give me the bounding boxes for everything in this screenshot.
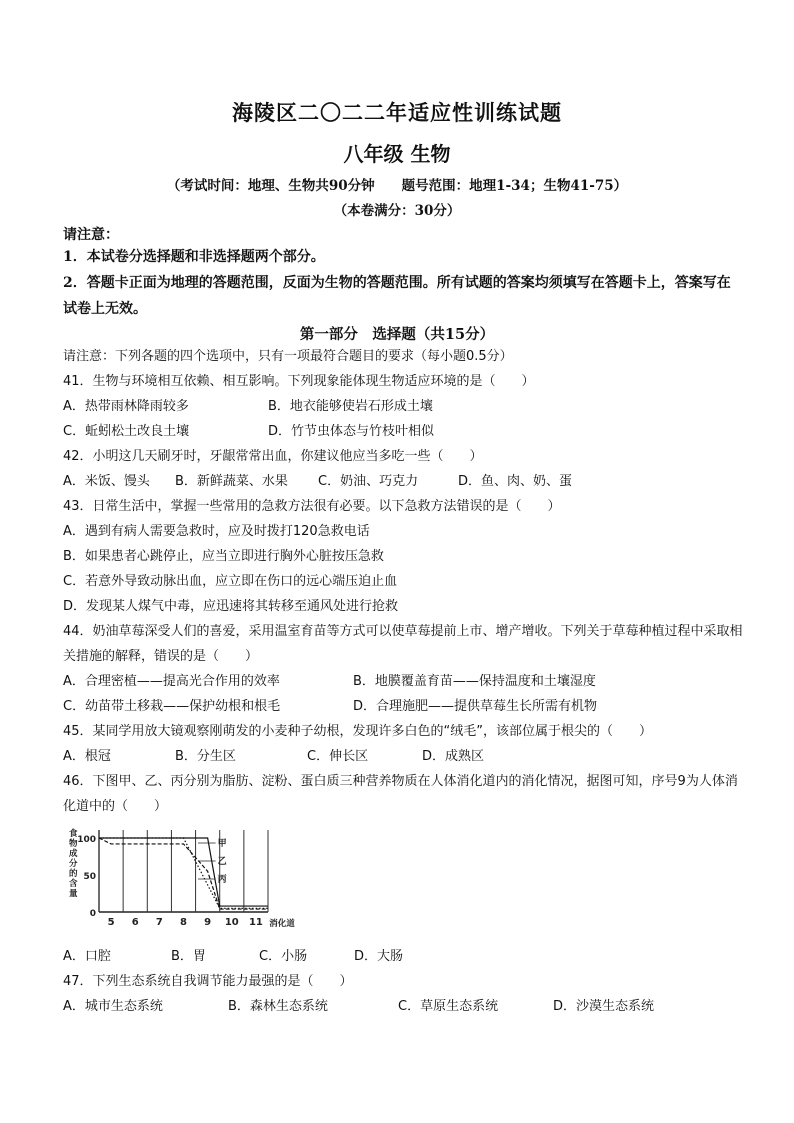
- series-name-label: 甲: [217, 839, 227, 849]
- section-title: 第一部分 选择题（共15分）: [299, 326, 495, 343]
- question-stem: 44．奶油草莓深受人们的喜爱，采用温室育苗等方式可以使草莓提前上市、增产增收。下列关于草莓种植过程中采取相关措施的解释，错误的是（ ）: [63, 624, 743, 664]
- option-c: C．小肠: [259, 949, 308, 964]
- option-b: B．胃: [171, 949, 206, 964]
- question-options: [63, 394, 743, 419]
- option-d: D．鱼、肉、奶、蛋: [458, 474, 573, 489]
- exam-info: （考试时间：地理、生物共90分钟 题号范围：地理1-34；生物41-75）: [166, 178, 628, 194]
- series-line-1: [99, 838, 268, 909]
- x-tick-label: 7: [155, 917, 163, 928]
- option-c: C．草原生态系统: [398, 999, 499, 1014]
- question-options: [63, 944, 743, 969]
- question-options: [63, 694, 743, 719]
- option-c: C．幼苗带土移栽——保护幼根和根毛: [63, 699, 281, 714]
- option-b: B．地膜覆盖育苗——保持温度和土壤湿度: [353, 674, 596, 689]
- page-subtitle: 八年级 生物: [343, 142, 451, 166]
- y-tick-label: 50: [83, 872, 96, 882]
- digestion-chart: [63, 822, 295, 944]
- question-stem: 43．日常生活中，掌握一些常用的急救方法很有必要。以下急救方法错误的是（ ）: [63, 499, 561, 514]
- notice-item: 1．本试卷分选择题和非选择题两个部分。: [63, 249, 325, 265]
- x-tick-label: 6: [131, 917, 139, 928]
- question-stem: 42．小明这几天刷牙时，牙龈常常出血，你建议他应当多吃一些（ ）: [63, 449, 483, 464]
- notice-title: 请注意：: [63, 227, 119, 243]
- option-d: D．大肠: [354, 949, 404, 964]
- option-a: A．根冠: [63, 749, 111, 764]
- series-line-2: [99, 838, 268, 908]
- option-d: D．发现某人煤气中毒，应迅速将其转移至通风处进行抢救: [63, 599, 399, 614]
- option-b: B．分生区: [175, 749, 236, 764]
- x-axis-label: 消化道: [269, 919, 295, 929]
- x-tick-label: 9: [204, 917, 212, 928]
- option-b: B．新鲜蔬菜、水果: [175, 474, 288, 489]
- question-options: [63, 419, 743, 444]
- question-stem: 45．某同学用放大镜观察刚萌发的小麦种子幼根，发现许多白色的“绒毛”，该部位属于根尖的（ ）: [63, 724, 653, 739]
- question-stem: 47．下列生态系统自我调节能力最强的是（ ）: [63, 974, 353, 989]
- series-name-label: 乙: [217, 857, 227, 867]
- question-options: [63, 994, 743, 1019]
- y-axis-label: 食物成分的含量: [69, 829, 78, 899]
- option-a: A．热带雨林降雨较多: [63, 399, 189, 414]
- series-name-label: 丙: [217, 875, 227, 885]
- question-options: [63, 469, 743, 494]
- score-info: （本卷满分：30分）: [333, 203, 461, 219]
- x-tick-label: 8: [180, 917, 187, 928]
- page-title: 海陵区二〇二二年适应性训练试题: [232, 100, 562, 125]
- question-options: [63, 744, 743, 769]
- series-line-0: [99, 838, 268, 906]
- y-tick-label: 0: [89, 909, 96, 919]
- notice-item: 2．答题卡正面为地理的答题范围，反面为生物的答题范围。所有试题的答案均须填写在答题卡上，答案写在试卷上无效。: [63, 275, 731, 317]
- option-a: A．城市生态系统: [63, 999, 163, 1014]
- option-c: C．蚯蚓松土改良土壤: [63, 424, 190, 439]
- option-c: C．若意外导致动脉出血，应立即在伤口的远心端压迫止血: [63, 574, 398, 589]
- option-d: D．合理施肥——提供草莓生长所需有机物: [353, 699, 598, 714]
- section-instruction: 请注意：下列各题的四个选项中，只有一项最符合题目的要求（每小题0.5分）: [63, 349, 513, 364]
- option-a: A．遇到有病人需要急救时，应及时拨打120急救电话: [63, 524, 370, 539]
- option-b: B．森林生态系统: [228, 999, 328, 1014]
- option-a: A．口腔: [63, 949, 111, 964]
- digestion-chart-svg: [63, 822, 295, 944]
- option-b: B．地衣能够使岩石形成土壤: [268, 399, 433, 414]
- option-c: C．伸长区: [307, 749, 369, 764]
- option-d: D．成熟区: [422, 749, 485, 764]
- option-a: A．米饭、馒头: [63, 474, 150, 489]
- option-a: A．合理密植——提高光合作用的效率: [63, 674, 280, 689]
- question-stem: 41．生物与环境相互依赖、相互影响。下列现象能体现生物适应环境的是（ ）: [63, 374, 535, 389]
- y-tick-label: 100: [77, 835, 96, 845]
- question-options: [63, 669, 743, 694]
- option-c: C．奶油、巧克力: [318, 474, 419, 489]
- option-b: B．如果患者心跳停止，应当立即进行胸外心脏按压急救: [63, 549, 384, 564]
- option-d: D．竹节虫体态与竹枝叶相似: [268, 424, 435, 439]
- x-tick-label: 5: [107, 917, 115, 928]
- x-tick-label: 11: [248, 917, 263, 928]
- x-tick-label: 10: [224, 917, 239, 928]
- option-d: D．沙漠生态系统: [553, 999, 655, 1014]
- question-stem: 46．下图甲、乙、丙分别为脂肪、淀粉、蛋白质三种营养物质在人体消化道内的消化情况，据图可知，序号9为人体消化道中的（ ）: [63, 774, 738, 814]
